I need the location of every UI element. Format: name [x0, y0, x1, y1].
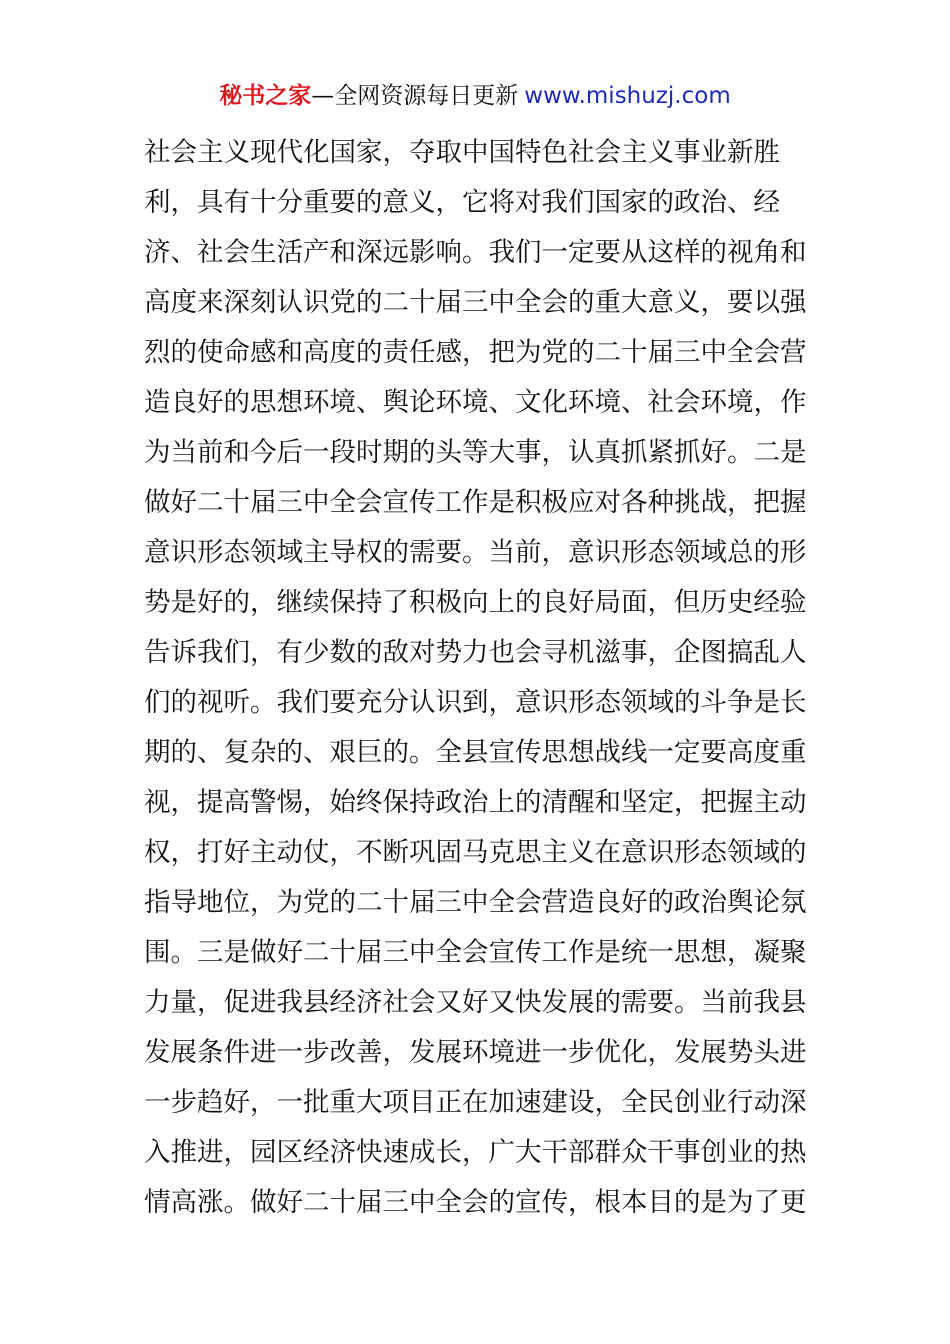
text-line: 社会主义现代化国家，夺取中国特色社会主义事业新胜	[144, 137, 780, 168]
text-line: 烈的使命感和高度的责任感，把为党的二十届三中全会营	[144, 337, 807, 368]
site-tagline: —全网资源每日更新	[311, 83, 519, 109]
site-url-link[interactable]: www.mishuzj.com	[524, 83, 731, 109]
text-line: 权，打好主动仗，不断巩固马克思主义在意识形态领域的	[144, 837, 807, 868]
text-line: 告诉我们，有少数的敌对势力也会寻机滋事，企图搞乱人	[144, 637, 807, 668]
text-line: 高度来深刻认识党的二十届三中全会的重大意义，要以强	[144, 287, 807, 318]
text-line: 发展条件进一步改善，发展环境进一步优化，发展势头进	[144, 1037, 807, 1068]
text-line: 济、社会生活产和深远影响。我们一定要从这样的视角和	[144, 237, 807, 268]
text-line: 入推进，园区经济快速成长，广大干部群众干事创业的热	[144, 1137, 807, 1168]
site-header	[0, 80, 950, 112]
text-line: 情高涨。做好二十届三中全会的宣传，根本目的是为了更	[144, 1187, 807, 1218]
site-brand: 秘书之家	[219, 83, 312, 109]
text-line: 视，提高警惕，始终保持政治上的清醒和坚定，把握主动	[144, 787, 807, 818]
text-line: 们的视听。我们要充分认识到，意识形态领域的斗争是长	[144, 687, 807, 718]
text-line: 做好二十届三中全会宣传工作是积极应对各种挑战，把握	[144, 487, 807, 518]
text-line: 势是好的，继续保持了积极向上的良好局面，但历史经验	[144, 587, 807, 618]
text-line: 期的、复杂的、艰巨的。全县宣传思想战线一定要高度重	[144, 737, 807, 768]
text-line: 意识形态领域主导权的需要。当前，意识形态领域总的形	[144, 537, 807, 568]
text-line: 造良好的思想环境、舆论环境、文化环境、社会环境，作	[144, 387, 807, 418]
text-line: 为当前和今后一段时期的头等大事，认真抓紧抓好。二是	[144, 437, 807, 468]
text-line: 利，具有十分重要的意义，它将对我们国家的政治、经	[144, 187, 780, 218]
text-line: 力量，促进我县经济社会又好又快发展的需要。当前我县	[144, 987, 807, 1018]
text-line: 指导地位，为党的二十届三中全会营造良好的政治舆论氛	[144, 887, 807, 918]
document-body	[144, 128, 816, 1228]
text-line: 一步趋好，一批重大项目正在加速建设，全民创业行动深	[144, 1087, 807, 1118]
text-line: 围。三是做好二十届三中全会宣传工作是统一思想，凝聚	[144, 937, 807, 968]
